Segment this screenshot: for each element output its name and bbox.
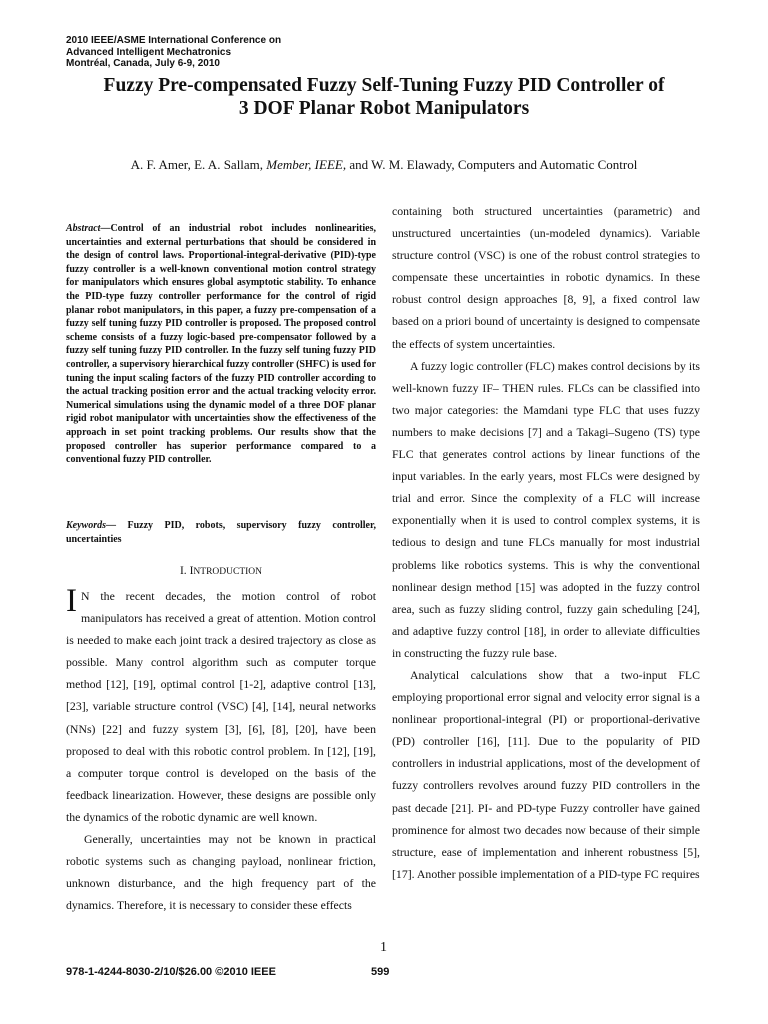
intro-text xyxy=(66,585,376,916)
authors xyxy=(100,156,668,173)
authors-suffix: and W. M. Elawady, Computers and Automatic Control xyxy=(346,157,638,172)
drop-cap: I xyxy=(66,583,77,619)
paragraph: containing both structured uncertainties (parametric) and unstructured uncertainties (un-modeled dynamics). Variable structure control (VSC) is one of the robust control strategies to compensate these uncertainties in robotic dynamics. In these robust control design approaches [8, 9], a fixed control law based on a priori bound of uncertainty is designed to compensate the effects of system uncertainties. xyxy=(392,204,700,351)
abstract-label: Abstract xyxy=(66,223,101,234)
keywords-label: Keywords xyxy=(66,520,106,531)
conference-line: 2010 IEEE/ASME International Conference on xyxy=(66,35,282,46)
authors-prefix: A. F. Amer, E. A. Sallam, xyxy=(130,157,264,172)
conference-header xyxy=(66,35,281,70)
section-heading xyxy=(66,565,376,577)
paper-title xyxy=(40,74,728,120)
paragraph: Analytical calculations show that a two-input FLC employing proportional error signal and velocity error signal is a nonlinear proportional-integral (PI) or proportional-derivative (PD) controller [16], [11]. Due to the popularity of PID controllers in industrial applications, most of the development of fuzzy controllers revolves around fuzzy PID controllers in the past decade [21]. PI- and PD-type Fuzzy controller have gained prominence for almost two decades now because of their simple structure, ease of implementation and inherent robustness [5], [17]. Another possible implementation of a PID-type FC requires xyxy=(392,667,700,881)
paragraph-text: N the recent decades, the motion control of robot manipulators has received a great of attention. Motion control is needed to make each joint track a desired trajectory as close as possible. Many control algorithm such as computer torque method [12], [19], optimal control [1-2], adaptive control [13], [23], variable structure control (VSC) [4], [14], neural networks (NNs) [22] and fuzzy system [3], [6], [8], [20], have been proposed to deal with this robotic control problem. In [12], [19], a computer torque control is developed on the basis of the feedback linearization. However, these designs are possible only the dynamics of the robotic dynamic are well known. xyxy=(66,589,376,824)
paragraph xyxy=(66,585,376,828)
abstract-text: —Control of an industrial robot includes nonlinearities, uncertainties and external perturbations that should be considered in the design of control laws. Proportional-integral-derivative (PID)-type fuzzy controller is a well-known conventional motion control strategy for manipulators which ensures global asymptotic stability. To enhance the PID-type fuzzy controller performance for the control of rigid planar robot manipulators, in this paper, a fuzzy pre-compensation of a fuzzy self tuning fuzzy PID controller is proposed. The proposed control scheme consists of a fuzzy logic-based pre-compensator followed by a fuzzy self tuning fuzzy PID controller. In the fuzzy self tuning fuzzy PID controller, a supervisory hierarchical fuzzy controller (SHFC) is used for tuning the input scaling factors of the fuzzy PID controller according to the actual tracking position error and the actual tracking velocity error. Numerical simulations using the dynamic model of a three DOF planar rigid robot manipulator with uncertainties show the effectiveness of the approach in set point tracking problems. Our results show that the proposed controller has superior performance compared to a conventional fuzzy PID controller. xyxy=(66,223,376,466)
keywords-text: — Fuzzy PID, robots, supervisory fuzzy controller, uncertainties xyxy=(66,520,376,545)
title-line: Fuzzy Pre-compensated Fuzzy Self-Tuning Fuzzy PID Controller of xyxy=(103,75,665,96)
section-title-rest: NTRODUCTION xyxy=(193,567,263,577)
right-column-text xyxy=(392,200,700,885)
section-number: I. xyxy=(179,565,187,577)
page-number: 1 xyxy=(380,940,387,955)
conference-line: Montréal, Canada, July 6-9, 2010 xyxy=(66,58,220,69)
title-line: 3 DOF Planar Robot Manipulators xyxy=(238,98,530,119)
paragraph: A fuzzy logic controller (FLC) makes control decisions by its well-known fuzzy IF– THEN rules. FLCs can be classified into two major categories: the Mamdani type FLC that uses fuzzy numbers to make decisions [7] and a Takagi–Sugeno (TS) type FLC that generates control actions by linear functions of the input variables. In the early years, most FLCs were designed by trial and error. Since the complexity of a FLC will increase exponentially when it is used to control complex systems, it is tedious to design and tune FLCs manually for most industrial problems like robotics systems. This is why the conventional nonlinear design method [15] was adopted in the fuzzy control area, such as fuzzy sliding control, fuzzy gain scheduling [24], and adaptive fuzzy control [18], in order to alleviate difficulties in constructing the fuzzy rule base. xyxy=(392,358,700,660)
paragraph: Generally, uncertainties may not be known in practical robotic systems such as changing payload, nonlinear friction, unknown disturbance, and the high frequency part of the dynamics. Therefore, it is necessary to consider these effects xyxy=(66,832,376,913)
section-title-first: I xyxy=(189,565,194,577)
isbn-footer: 978-1-4244-8030-2/10/$26.00 ©2010 IEEE xyxy=(66,966,276,978)
abstract xyxy=(66,222,376,467)
conference-line: Advanced Intelligent Mechatronics xyxy=(66,46,232,58)
keywords xyxy=(66,519,376,546)
authors-member: Member, IEEE, xyxy=(266,157,347,172)
proceedings-page: 599 xyxy=(371,966,390,978)
